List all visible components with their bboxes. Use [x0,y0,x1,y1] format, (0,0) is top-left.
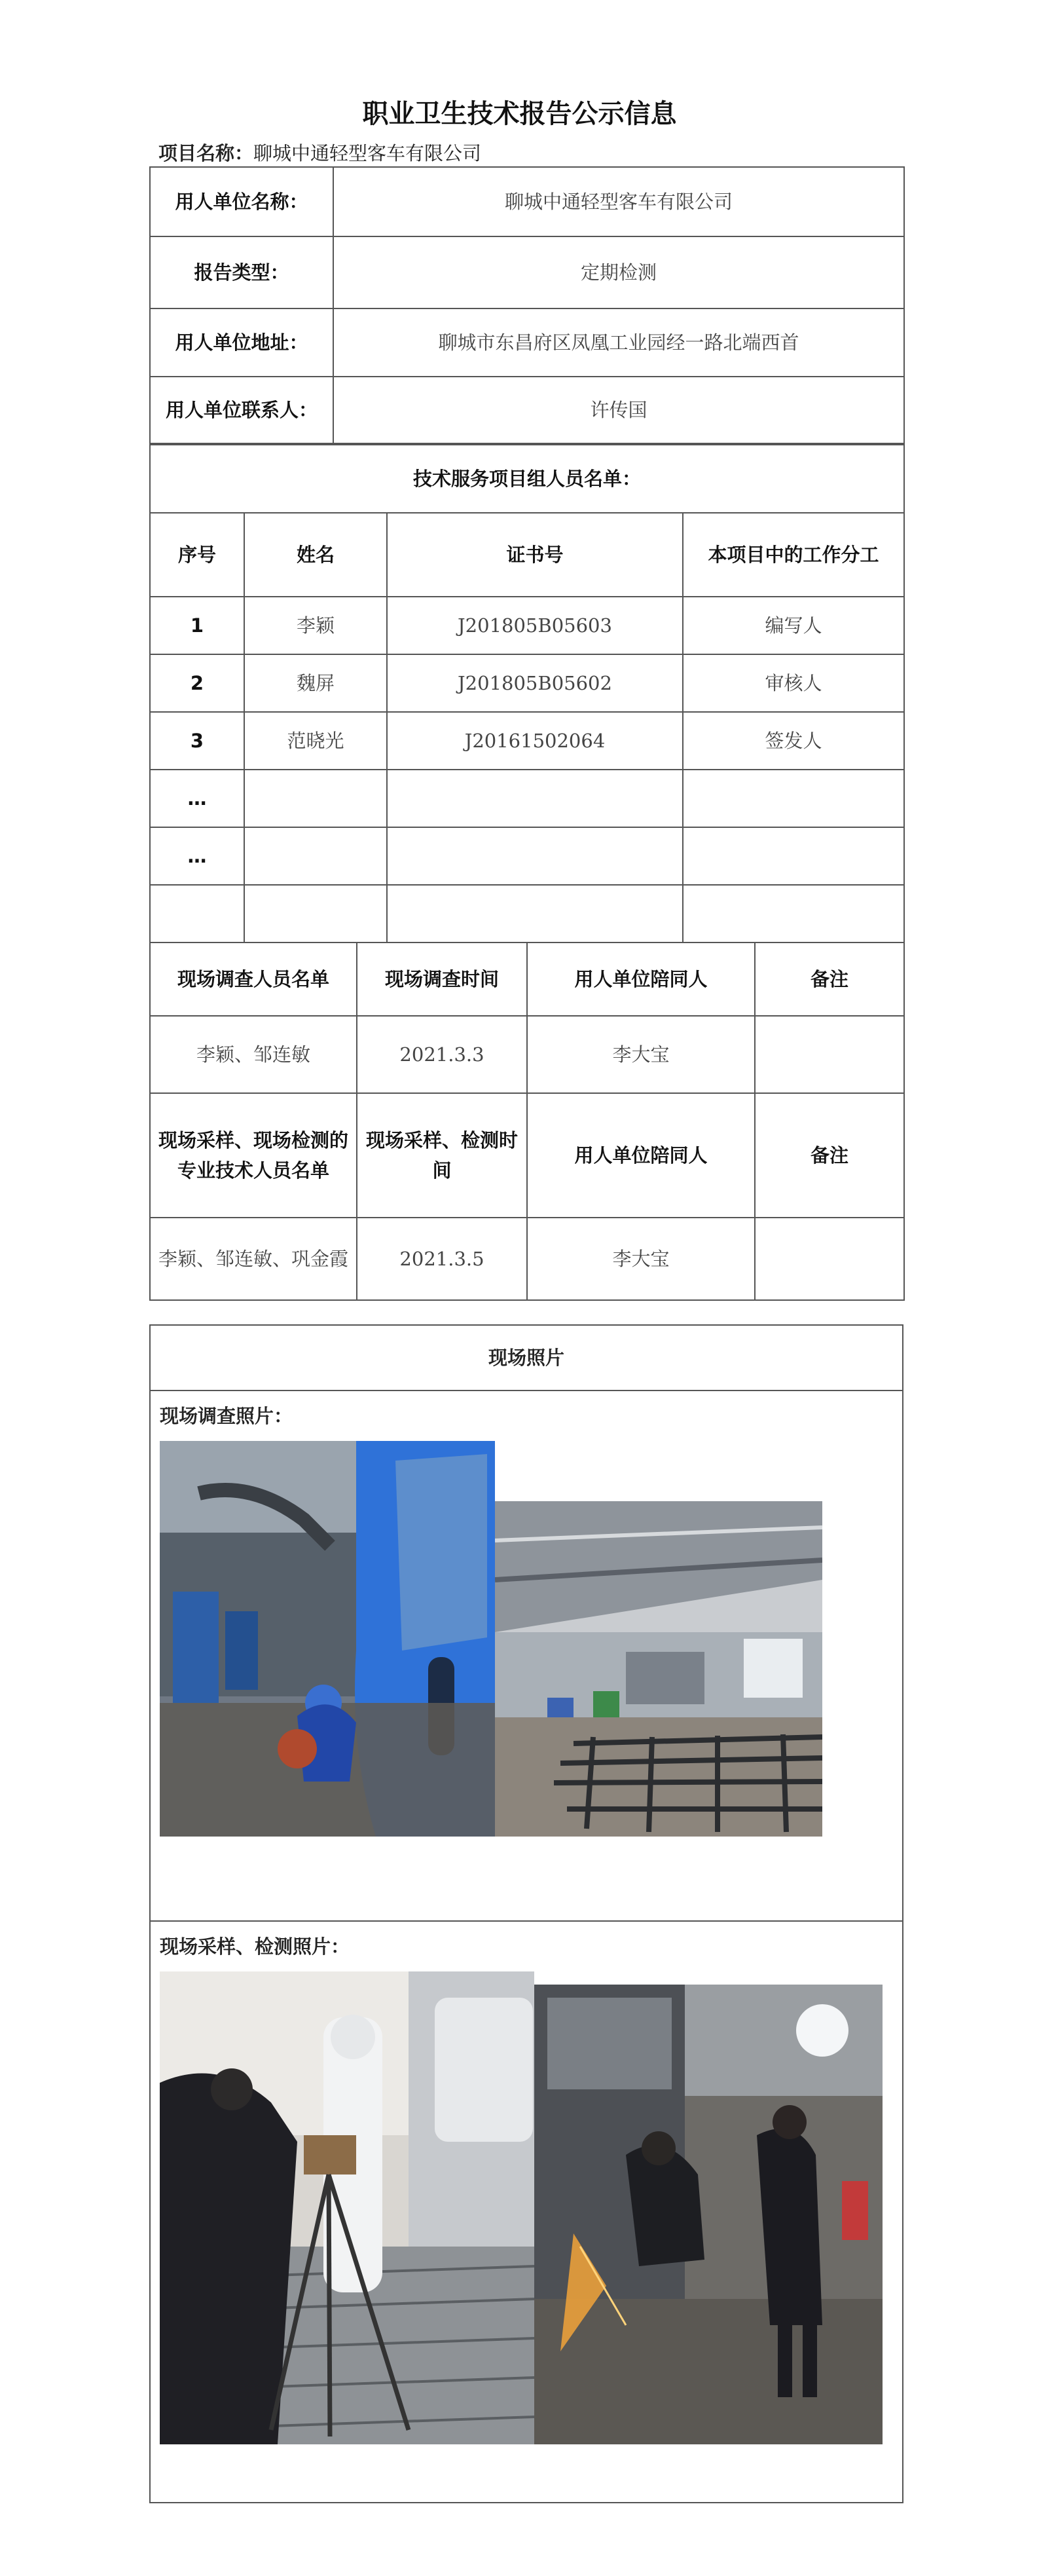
sampling-escort-value: 李大宝 [527,1218,755,1300]
survey-photos-label: 现场调查照片： [160,1405,293,1427]
survey-time-header: 现场调查时间 [357,943,527,1016]
survey-staff-value: 李颖、邹连敏 [150,1016,357,1093]
table-row [150,827,904,885]
row-name: 魏屏 [244,654,387,712]
row-role [683,827,904,885]
survey-photo-bus-worker [160,1441,495,1837]
sampling-remark-value [755,1218,904,1300]
row-role [683,885,904,943]
table-row [150,885,904,943]
table-row [150,770,904,827]
sampling-remark-header: 备注 [755,1093,904,1218]
sampling-time-header: 现场采样、检测时间 [357,1093,527,1218]
employer-name-label: 用人单位名称： [150,167,333,236]
survey-photos-section [151,1391,902,1922]
sampling-photo-grinding [534,1985,883,2444]
row-role: 签发人 [683,712,904,770]
survey-time-value: 2021.3.3 [357,1016,527,1093]
row-certificate [387,770,683,827]
table-row [150,654,904,712]
sampling-staff-value: 李颖、邹连敏、巩金霞 [150,1218,357,1300]
row-index: … [150,770,244,827]
row-name [244,885,387,943]
row-index: 2 [150,654,244,712]
table-row [150,1218,904,1300]
survey-escort-value: 李大宝 [527,1016,755,1093]
sampling-photos-label: 现场采样、检测照片： [160,1935,350,1958]
report-type-value: 定期检测 [333,236,904,308]
col-header-index: 序号 [150,513,244,597]
row-index [150,885,244,943]
survey-staff-header: 现场调查人员名单 [150,943,357,1016]
sampling-photo-tripod [160,1971,534,2444]
row-role: 审核人 [683,654,904,712]
project-name-value: 聊城中通轻型客车有限公司 [253,142,482,164]
survey-remark-value [755,1016,904,1093]
col-header-name: 姓名 [244,513,387,597]
survey-escort-header: 用人单位陪同人 [527,943,755,1016]
row-role: 编写人 [683,597,904,654]
row-index: 1 [150,597,244,654]
row-name: 范晓光 [244,712,387,770]
sampling-photos-section [151,1922,902,2503]
staff-heading: 技术服务项目组人员名单： [150,445,904,513]
col-header-role: 本项目中的工作分工 [683,513,904,597]
row-certificate [387,827,683,885]
table-row [150,1016,904,1093]
site-photos-panel [149,1324,903,2503]
employer-contact-value: 许传国 [333,377,904,443]
sampling-time-value: 2021.3.5 [357,1218,527,1300]
project-name-label: 项目名称： [158,142,254,164]
survey-photo-workshop [495,1501,822,1837]
employer-address-label: 用人单位地址： [150,308,333,377]
table-row [150,597,904,654]
project-staff-table [149,444,905,943]
row-certificate [387,885,683,943]
table-row [150,712,904,770]
col-header-certificate: 证书号 [387,513,683,597]
survey-remark-header: 备注 [755,943,904,1016]
project-name [158,139,481,166]
page-title: 职业卫生技术报告公示信息 [362,99,677,129]
employer-contact-label: 用人单位联系人： [150,377,333,443]
report-type-label: 报告类型： [150,236,333,308]
employer-name-value: 聊城中通轻型客车有限公司 [333,167,904,236]
site-photos-heading: 现场照片 [151,1326,902,1391]
row-index: 3 [150,712,244,770]
field-survey-table [149,942,905,1301]
row-name: 李颖 [244,597,387,654]
employer-info-table [149,166,905,444]
row-name [244,770,387,827]
sampling-staff-header: 现场采样、现场检测的专业技术人员名单 [150,1093,357,1218]
row-role [683,770,904,827]
sampling-escort-header: 用人单位陪同人 [527,1093,755,1218]
row-certificate: J201805B05603 [387,597,683,654]
row-index: … [150,827,244,885]
employer-address-value: 聊城市东昌府区凤凰工业园经一路北端西首 [333,308,904,377]
row-name [244,827,387,885]
row-certificate: J201805B05602 [387,654,683,712]
row-certificate: J20161502064 [387,712,683,770]
